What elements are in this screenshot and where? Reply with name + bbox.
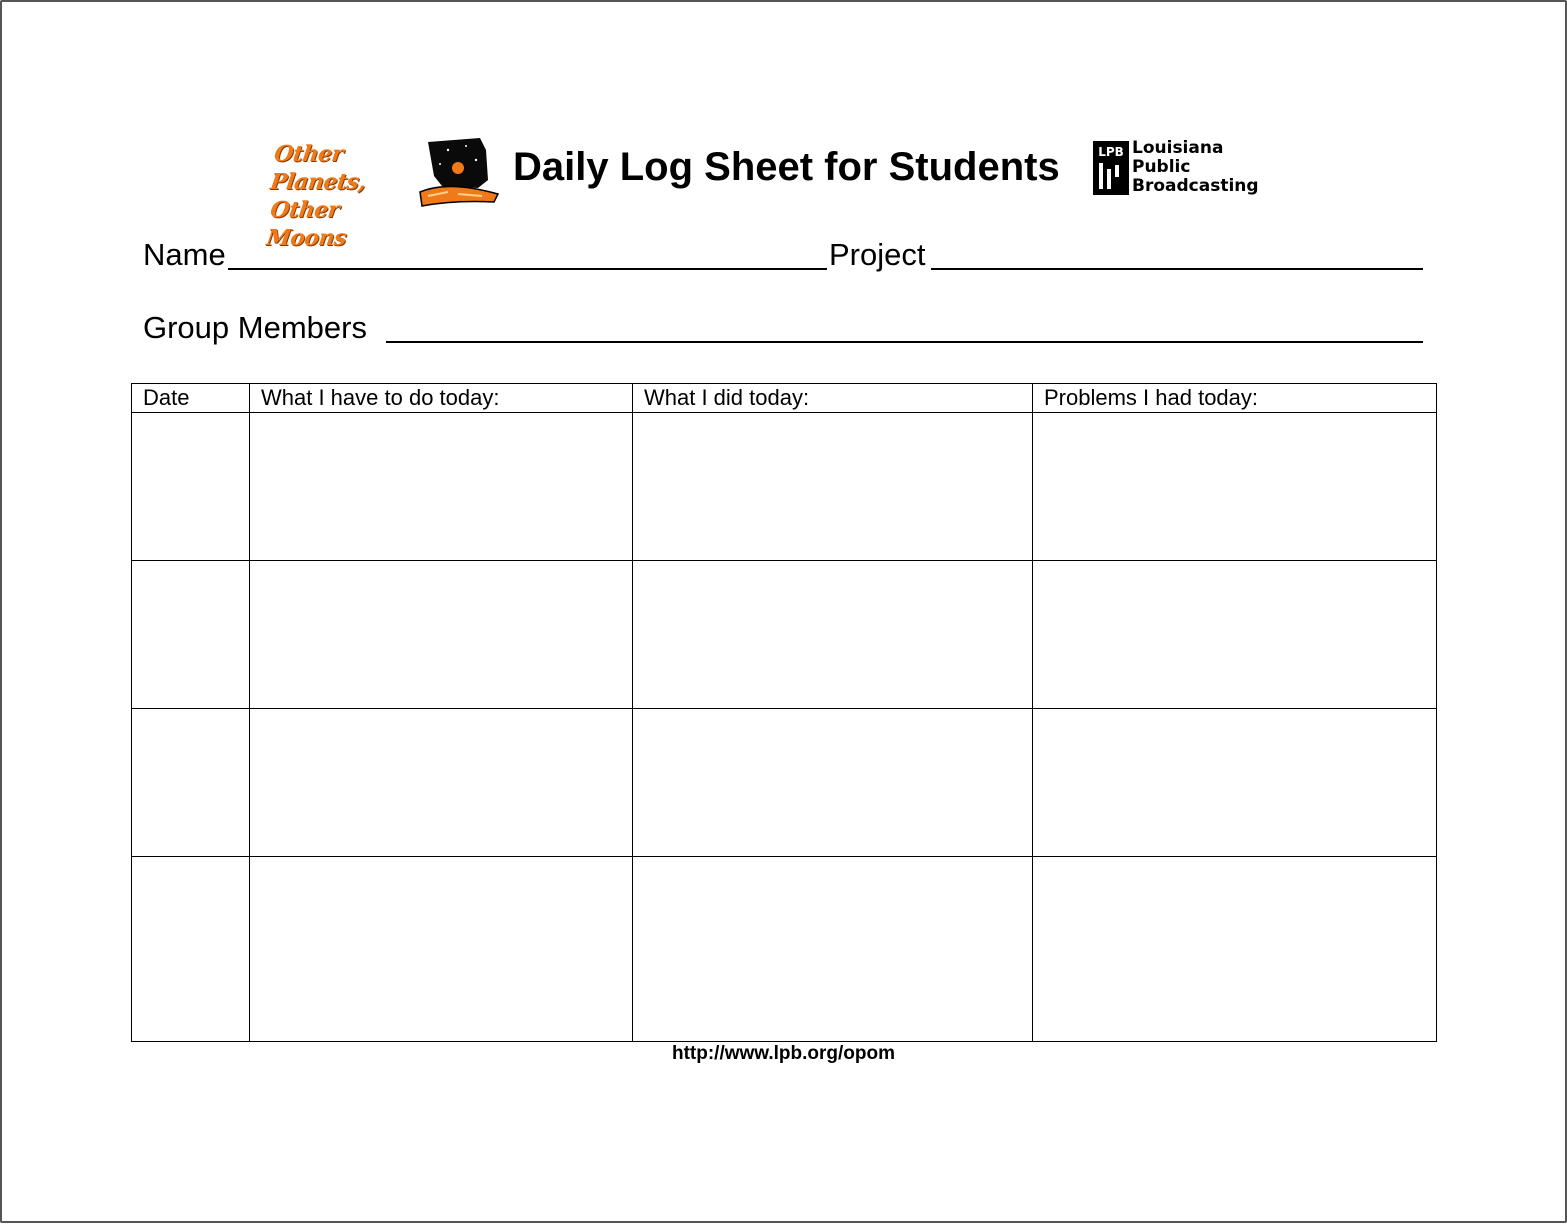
daily-log-table bbox=[131, 383, 1437, 1042]
to-do-cell[interactable] bbox=[250, 413, 633, 561]
footer-url: http://www.lpb.org/opom bbox=[671, 1043, 896, 1064]
logo-line-1: Other Planets, bbox=[268, 141, 368, 195]
to-do-cell[interactable] bbox=[250, 709, 633, 857]
date-cell[interactable] bbox=[132, 709, 250, 857]
document-title: Daily Log Sheet for Students bbox=[513, 145, 1060, 189]
lpb-line-1: Louisiana bbox=[1132, 138, 1224, 158]
lpb-line-2: Public bbox=[1132, 157, 1191, 177]
planet-scene-icon bbox=[418, 136, 502, 208]
to-do-cell[interactable] bbox=[250, 857, 633, 1042]
did-cell[interactable] bbox=[633, 857, 1033, 1042]
did-cell[interactable] bbox=[633, 561, 1033, 709]
table-header-row bbox=[132, 384, 1437, 413]
table-row bbox=[132, 413, 1437, 561]
problems-cell[interactable] bbox=[1033, 709, 1437, 857]
project-label: Project bbox=[829, 237, 926, 272]
lpb-logo-icon bbox=[1093, 141, 1129, 195]
logo-line-2: Other Moons bbox=[264, 197, 349, 251]
header-date: Date bbox=[132, 384, 250, 413]
other-planets-logo bbox=[264, 140, 412, 251]
project-field[interactable] bbox=[931, 268, 1423, 270]
table-row bbox=[132, 709, 1437, 857]
lpb-wordmark bbox=[1132, 139, 1259, 196]
did-cell[interactable] bbox=[633, 413, 1033, 561]
did-cell[interactable] bbox=[633, 709, 1033, 857]
header-problems: Problems I had today: bbox=[1033, 384, 1437, 413]
date-cell[interactable] bbox=[132, 857, 250, 1042]
table-row bbox=[132, 561, 1437, 709]
name-label: Name bbox=[143, 237, 226, 272]
table-row bbox=[132, 857, 1437, 1042]
to-do-cell[interactable] bbox=[250, 561, 633, 709]
header-did: What I did today: bbox=[633, 384, 1033, 413]
problems-cell[interactable] bbox=[1033, 413, 1437, 561]
lpb-mark-text: LPB bbox=[1098, 145, 1124, 159]
header-to-do: What I have to do today: bbox=[250, 384, 633, 413]
name-field[interactable] bbox=[228, 268, 827, 270]
problems-cell[interactable] bbox=[1033, 561, 1437, 709]
date-cell[interactable] bbox=[132, 413, 250, 561]
problems-cell[interactable] bbox=[1033, 857, 1437, 1042]
date-cell[interactable] bbox=[132, 561, 250, 709]
lpb-line-3: Broadcasting bbox=[1132, 176, 1259, 196]
group-members-label: Group Members bbox=[143, 310, 367, 345]
group-members-field[interactable] bbox=[386, 341, 1423, 343]
